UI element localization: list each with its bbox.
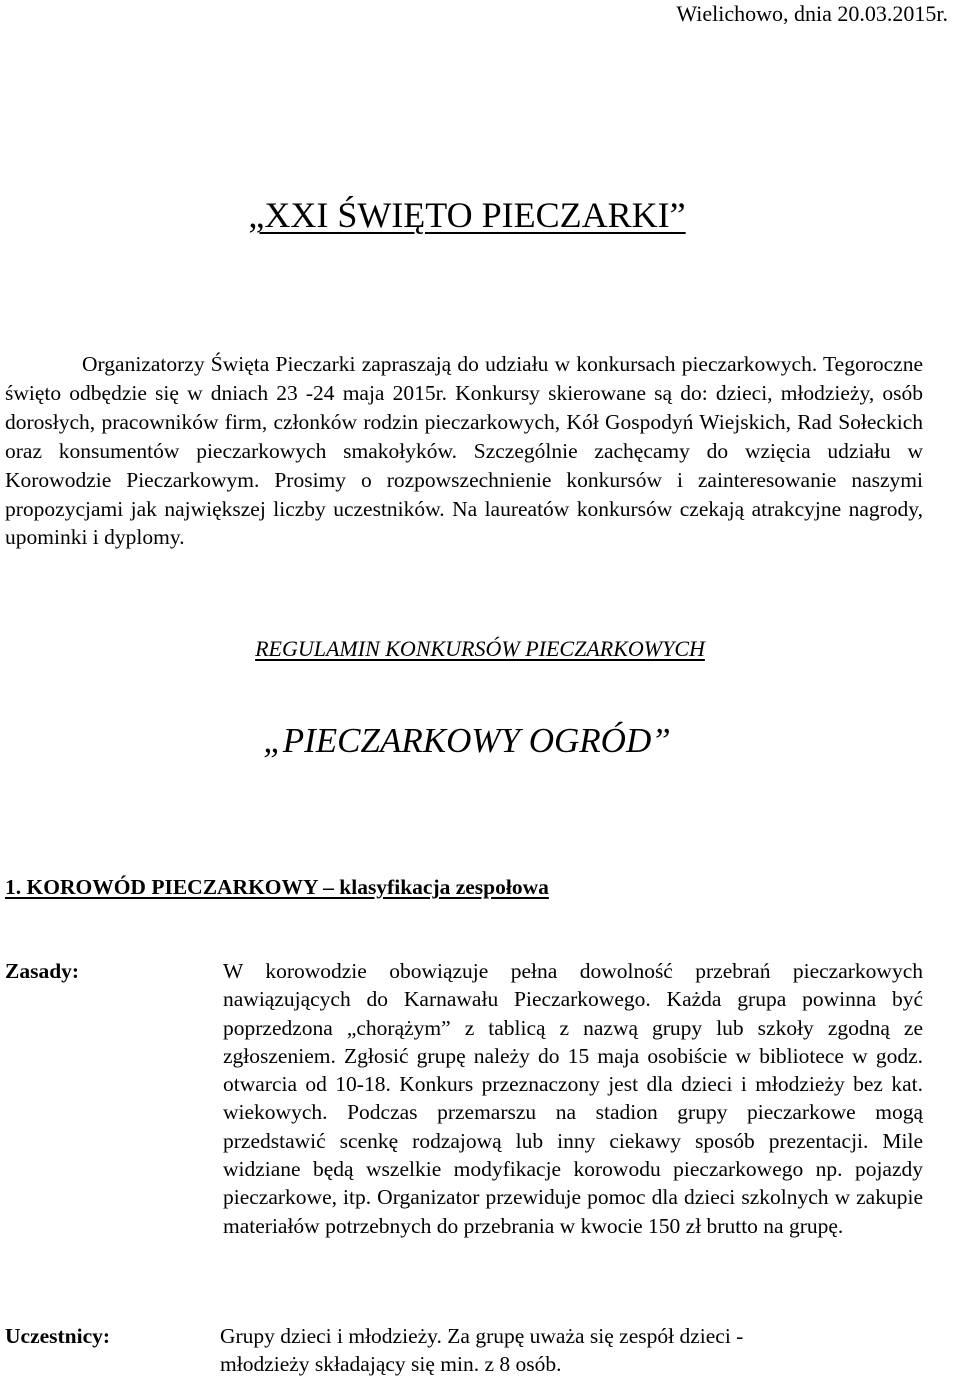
zasady-text: W korowodzie obowiązuje pełna dowolność przebrań pieczarkowych nawiązujących do Karnawału Pieczarkowego. Każda grupa powinna być poprzedzona „chorążym” z tablicą z nazwą grupy lub szkoły zgodną ze zgłoszeniem. Zgłosić grupę należy do 15 maja osobiście w bibliotece w godz. otwarcia od 10-18. Konkurs przeznaczony jest dla dzieci i młodzieży bez kat. wiekowych. Podczas przemarszu na stadion grupy pieczarkowe mogą przedstawić scenkę rodzajową lub inny ciekawy sposób prezentacji. Mile widziane będą wszelkie modyfikacje korowodu pieczarkowego np. pojazdy pieczarkowe, itp. Organizator przewiduje pomoc dla dzieci szkolnych w zakupie materiałów potrzebnych do przebrania w kwocie 150 zł brutto na grupę.	[223, 959, 923, 1238]
regulamin-heading: REGULAMIN KONKURSÓW PIECZARKOWYCH	[255, 636, 705, 661]
uczestnicy-text: Grupy dzieci i młodzieży. Za grupę uważa się zespół dzieci - młodzieży składający się min. z 8 osób.	[220, 1324, 744, 1377]
intro-paragraph: Organizatorzy Święta Pieczarki zapraszają do udziału w konkursach pieczarkowych. Tegoroczne święto odbędzie się w dniach 23 -24 maja 2015r. Konkursy skierowane są do: dzieci, młodzieży, osób dorosłych, pracowników firm, członków rodzin pieczarkowych, Kół Gospodyń Wiejskich, Rad Sołeckich oraz konsumentów pieczarkowych smakołyków. Szczególnie zachęcamy do wzięcia udziału w Korowodzie Pieczarkowym. Prosimy o rozpowszechnienie konkursów i zainteresowanie naszymi propozycjami jak największej liczby uczestników. Na laureatów konkursów czekają atrakcyjne nagrody, upominki i dyplomy.	[5, 352, 923, 550]
section-title: 1. KOROWÓD PIECZARKOWY – klasyfikacja zespołowa	[5, 875, 549, 899]
date-line: Wielichowo, dnia 20.03.2015r.	[676, 1, 948, 26]
uczestnicy-label: Uczestnicy:	[5, 1324, 111, 1348]
main-title: „XXI ŚWIĘTO PIECZARKI”	[248, 195, 686, 235]
competition-subtitle: „PIECZARKOWY OGRÓD”	[263, 721, 671, 760]
zasady-label: Zasady:	[5, 959, 80, 983]
